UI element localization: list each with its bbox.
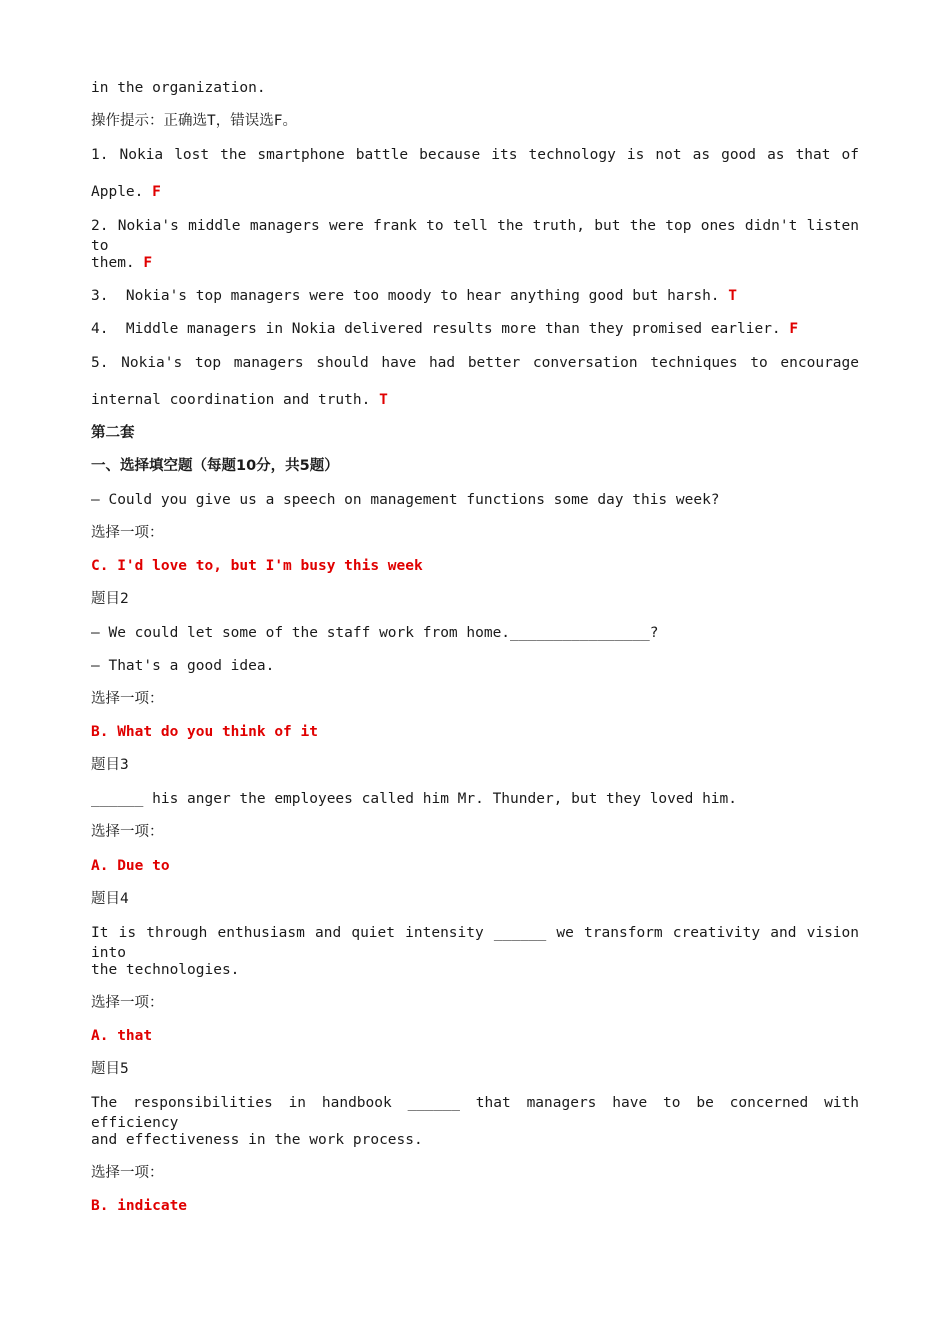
question-5-choose-label: 选择一项： [91,1165,164,1181]
statement-5-answer: T [379,392,388,408]
question-2-line2: — That's a good idea. [91,658,275,674]
statement-5-tail: internal coordination and truth. [91,392,371,408]
statement-5-line2 [91,390,388,410]
statement-5-line1: 5. Nokia's top managers should have had better conversation techniques to encourage [91,355,859,371]
question-3-choose-label: 选择一项： [91,824,164,840]
question-2-number: 题目2 [91,591,129,607]
question-2-choose-label: 选择一项： [91,691,164,707]
question-2-line1: — We could let some of the staff work from home.________________? [91,625,659,641]
statement-1-tail: Apple. [91,184,144,200]
question-5-line2: and effectiveness in the work process. [91,1132,423,1148]
section-title: 一、选择填空题（每题10分，共5题） [91,458,339,474]
statement-3-answer: T [728,288,738,304]
question-4-choose-label: 选择一项： [91,995,164,1011]
statement-1-line2 [91,182,161,202]
question-5-number: 题目5 [91,1061,129,1077]
statement-4-answer: F [789,321,799,337]
statement-1-line1: 1. Nokia lost the smartphone battle because its technology is not as good as that of [91,147,859,163]
statement-2-line1: 2. Nokia's middle managers were frank to tell the truth, but the top ones didn't listen to [91,218,859,254]
set-title: 第二套 [91,425,135,441]
intro-tail-text: in the organization. [91,80,266,96]
statement-2-line2 [91,253,152,273]
question-1-choose-label: 选择一项： [91,525,164,541]
statement-3 [91,286,737,306]
question-3-answer: A. Due to [91,858,170,874]
question-2-answer: B. What do you think of it [91,724,318,740]
question-5-line1: The responsibilities in handbook ______ that managers have to be concerned with efficiency [91,1095,859,1131]
question-4-answer: A. that [91,1028,153,1044]
statement-3-text: 3. Nokia's top managers were too moody to hear anything good but harsh. [91,288,720,304]
question-4-number: 题目4 [91,891,129,907]
operation-hint: 操作提示：正确选T，错误选F。 [91,113,297,129]
statement-2-tail: them. [91,255,135,271]
question-1-answer: C. I'd love to, but I'm busy this week [91,558,423,574]
statement-4-text: 4. Middle managers in Nokia delivered results more than they promised earlier. [91,321,781,337]
question-1-text: — Could you give us a speech on management functions some day this week? [91,492,720,508]
question-5-answer: B. indicate [91,1198,188,1214]
question-4-line2: the technologies. [91,962,240,978]
question-3-text: ______ his anger the employees called him Mr. Thunder, but they loved him. [91,791,738,807]
statement-1-answer: F [152,184,161,200]
statement-2-answer: F [143,255,153,271]
question-3-number: 题目3 [91,757,129,773]
question-4-line1: It is through enthusiasm and quiet intensity ______ we transform creativity and vision into [91,925,859,961]
statement-4 [91,319,798,339]
